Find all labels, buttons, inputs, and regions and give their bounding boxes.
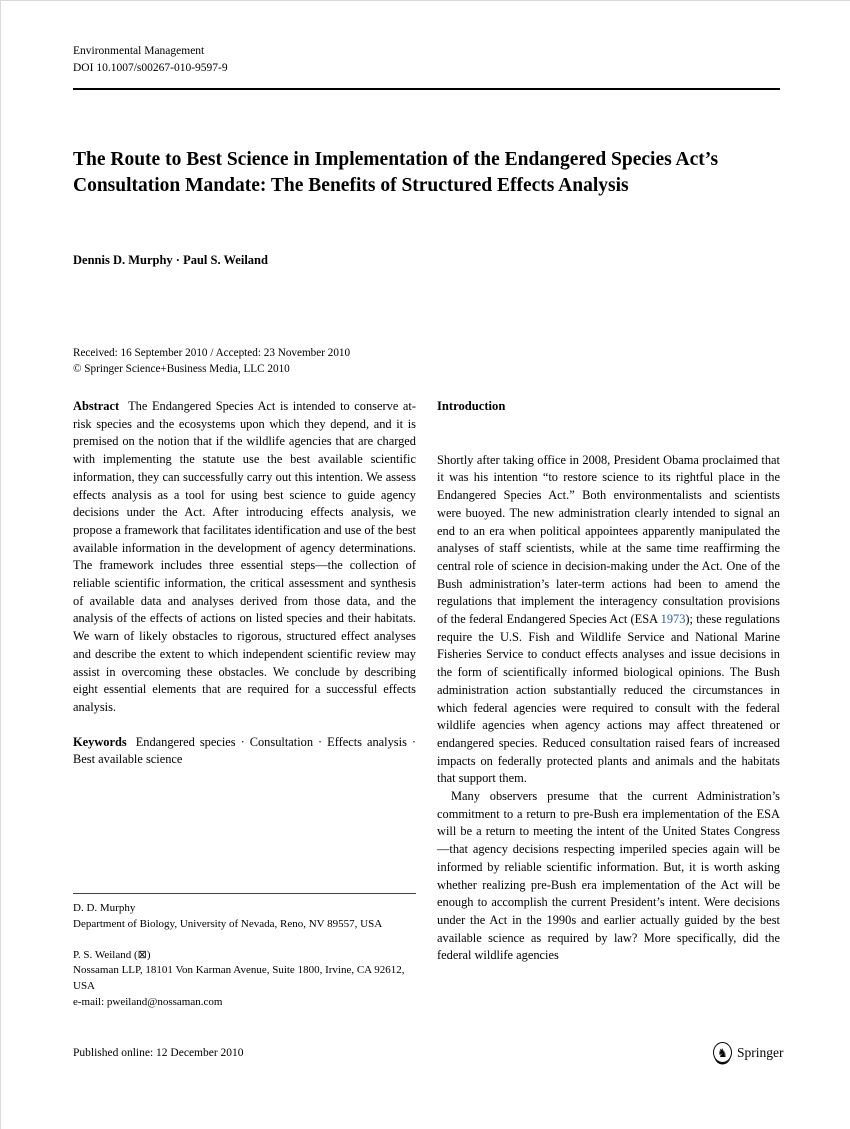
author-line: Dennis D. Murphy · Paul S. Weiland [73, 253, 268, 267]
article-meta [73, 345, 350, 377]
footnote-author-1 [73, 901, 416, 933]
footnote-author-2-affiliation: Nossaman LLP, 18101 Von Karman Avenue, Suite 1800, Irvine, CA 92612, USA [73, 964, 405, 993]
intro-p1-text-pre: Shortly after taking office in 2008, President Obama proclaimed that it was his intention “to restore science to its rightful place in the Endangered Species Act.” Both environmentalists and scientists were buoyed. The new administration clearly intended to signal an end to an era when political appointees apparently manipulated the analyses of staff scientists, while at the same time reaffirming the central role of science in decision-making under the Act. One of the Bush administration’s later-term actions had been to amend the regulations that implement the interagency consultation provisions of the federal Endangered Species Act (ESA [437, 452, 780, 627]
footnote-author-2-name: P. S. Weiland [73, 948, 132, 961]
published-online-line: Published online: 12 December 2010 [73, 1047, 244, 1059]
left-column [73, 398, 416, 965]
abstract-text: The Endangered Species Act is intended to conserve at-risk species and the ecosystems upon which they depend, and it is premised on the notion that if the wildlife agencies that are charged with implementing the statute use the best available scientific information, they can successfully carry out this intention. We assess effects analysis as a tool for using best science to guide agency decisions under the Act. After introducing effects analysis, we propose a framework that facilitates identification and use of the best available information in the development of agency determinations. The framework includes three essential steps—the collection of reliable scientific information, the critical assessment and synthesis of available data and analyses derived from those data, and the analysis of the effects of actions on listed species and their habitats. We warn of likely obstacles to rigorous, structured effect analyses and describe the extent to which independent scientific review may assist in overcoming these obstacles. We conclude by describing eight essential elements that are required for a successful effects analysis. [73, 399, 416, 714]
introduction-paragraph-1 [437, 452, 780, 788]
body-columns [73, 398, 780, 965]
right-column [437, 398, 780, 965]
journal-name: Environmental Management [73, 45, 205, 57]
footnote-rule [73, 893, 416, 894]
abstract-label: Abstract [73, 399, 120, 413]
abstract-paragraph [73, 398, 416, 717]
springer-logo-text: Springer [737, 1044, 784, 1060]
correspondence-envelope-icon: (⊠) [133, 948, 151, 961]
received-accepted-dates: Received: 16 September 2010 / Accepted: 23 November 2010 [73, 347, 351, 359]
header-rule [73, 88, 780, 90]
footnote-author-2 [73, 948, 416, 1011]
section-heading-introduction: Introduction [437, 399, 506, 413]
springer-logo [713, 1042, 784, 1063]
keywords-paragraph [73, 734, 416, 769]
footnote-author-2-nameline [73, 948, 416, 964]
footnote-author-1-affiliation: Department of Biology, University of Nevada, Reno, NV 89557, USA [73, 917, 383, 930]
introduction-paragraph-2: Many observers presume that the current Administration’s commitment to a return to pre-Bush era implementation of the ESA will be a return to meeting the intent of the United States Congress—that agency decisions respecting imperiled species again will be informed by reliable scientific information. But, it is worth asking whether realizing pre-Bush era implementation of the Act will be enough to accomplish the current President’s intent. Were decisions under the Act in the 1990s and earlier actually guided by the best available science as required by law? More specifically, did the federal wildlife agencies [437, 789, 780, 963]
article-title: The Route to Best Science in Implementation of the Endangered Species Act’s Consultation Mandate: The Benefits of Structured Effects Analysis [73, 149, 719, 196]
intro-p1-text-post: ); these regulations require the U.S. Fish and Wildlife Service and National Marine Fisheries Service to conduct effects analyses and issue decisions in the form of scientifically informed biological opinions. The Bush administration action substantially reduced the circumstances in which federal agencies were required to consult with the federal wildlife agencies when agency actions may affect threatened or endangered species. Reduced consultation raised fears of increased impacts on federally protected plants and animals and the habitats that support them. [437, 612, 780, 786]
keywords-label: Keywords [73, 734, 127, 749]
springer-horse-icon: ♞ [713, 1042, 732, 1063]
footnote-author-2-email: e-mail: pweiland@nossaman.com [73, 995, 223, 1008]
author-footnotes [73, 893, 416, 1026]
keywords-text: Endangered species · Consultation · Effects analysis · Best available science [73, 734, 416, 767]
copyright-line: © Springer Science+Business Media, LLC 2010 [73, 363, 290, 375]
doi-text: DOI 10.1007/s00267-010-9597-9 [73, 62, 228, 74]
reference-link-esa-1973[interactable]: 1973 [660, 612, 686, 627]
journal-header [73, 43, 228, 77]
footnote-author-1-name: D. D. Murphy [73, 902, 136, 914]
